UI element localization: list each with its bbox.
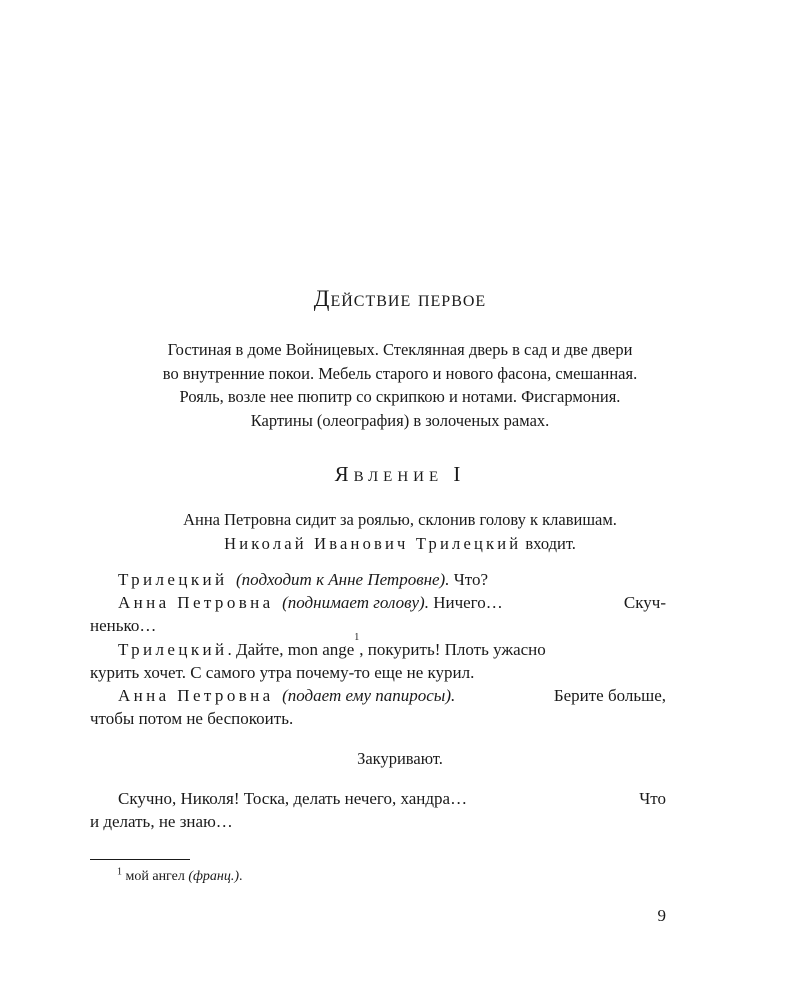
speech-text: ненько… (90, 616, 157, 636)
page-number: 9 (657, 906, 666, 925)
speech-text: и делать, не знаю… (90, 812, 233, 832)
scene-intro-line (80, 532, 720, 556)
speech-text: , покурить! Плоть ужасно (359, 639, 546, 659)
speaker-name: Анна Петровна (118, 686, 274, 706)
scene-intro-line: Анна Петровна сидит за роялью, склонив голову к клавишам. (183, 510, 617, 529)
speech-text: Скучно, Николя! Тоска, делать нечего, хандра… (118, 789, 468, 808)
stage-setting-line: во внутренние покои. Мебель старого и нового фасона, смешанная. (162, 363, 638, 383)
stage-setting-line: Гостиная в доме Войницевых. Стеклянная дверь в сад и две двери (167, 340, 633, 359)
footnote-divider (90, 859, 190, 860)
scene-title: Явление I (334, 462, 466, 486)
footnote-ref: 1 (354, 631, 360, 643)
speech-text: Ничего… (433, 593, 503, 613)
stage-remark: (подходит к Анне Петровне). (236, 570, 450, 589)
stage-remark: (поднимает голову). (282, 593, 429, 613)
speech-text: Что (639, 789, 666, 808)
character-name: Николай Иванович Трилецкий (224, 533, 522, 553)
speaker-name: Анна Петровна (118, 593, 274, 613)
dialogue-line (90, 631, 666, 661)
speech-text: чтобы потом не беспокоить. (90, 709, 294, 729)
footnote-end: . (239, 869, 243, 884)
footnote-number: 1 (117, 866, 122, 878)
scene-intro (80, 508, 720, 555)
footnote-text: мой ангел (122, 869, 189, 884)
dialogue-line (90, 684, 666, 707)
speech-text: Берите больше, (553, 686, 666, 706)
scene-intro-text: входит. (525, 533, 576, 553)
dialogue-line (90, 568, 666, 591)
speaker-name: Трилецкий (118, 639, 228, 659)
speech-text: . Дайте, mon ange (227, 639, 355, 659)
stage-direction: Закуривают. (357, 749, 443, 768)
dialogue-line (90, 591, 666, 614)
stage-setting (80, 338, 720, 432)
speech-text: Что? (453, 570, 489, 589)
dialogue-block (90, 787, 666, 833)
dialogue-line (90, 661, 666, 684)
dialogue-line (90, 707, 666, 730)
dialogue-block (90, 568, 666, 730)
act-title: Действие первое (313, 286, 487, 311)
speech-text: Скуч- (623, 593, 666, 613)
speech-text: курить хочет. С самого утра почему-то еще не курил. (90, 662, 475, 682)
stage-remark: (подает ему папиросы). (282, 686, 456, 706)
speaker-name: Трилецкий (118, 570, 228, 589)
footnote (117, 866, 243, 885)
stage-setting-line: Картины (олеография) в золоченых рамах. (250, 410, 550, 430)
stage-setting-line: Рояль, возле нее пюпитр со скрипкою и нотами. Фисгармония. (179, 387, 621, 406)
dialogue-line (90, 810, 666, 833)
dialogue-line (90, 787, 666, 810)
footnote-note: (франц.) (188, 869, 240, 884)
dialogue-line (90, 614, 666, 637)
